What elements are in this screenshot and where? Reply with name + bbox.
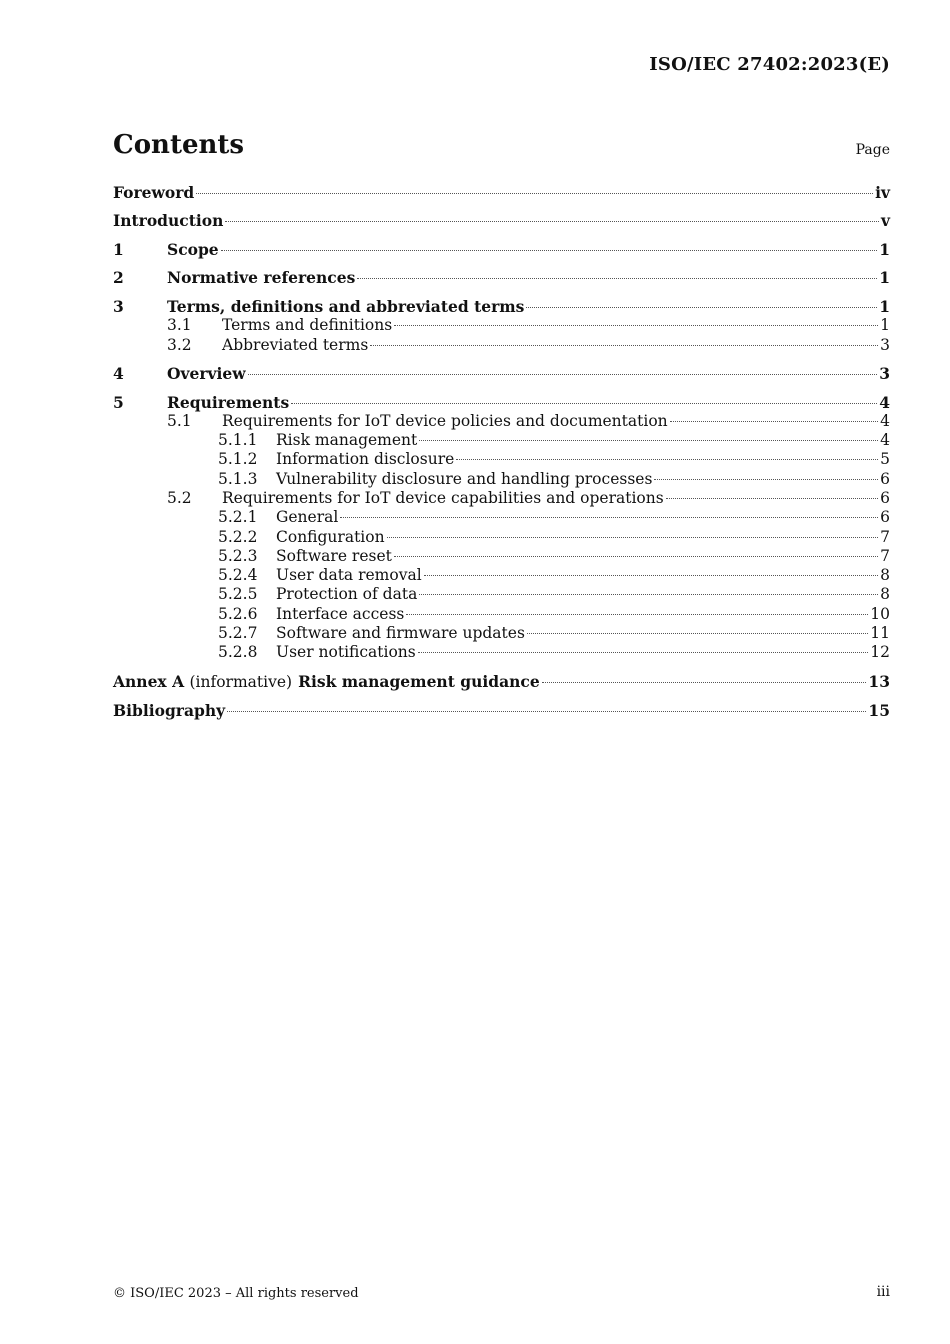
toc-entry-page: 7 xyxy=(880,527,890,546)
toc-entry-requirements[interactable] xyxy=(113,393,890,412)
dot-leader xyxy=(394,556,878,557)
toc-entry-overview[interactable] xyxy=(113,364,890,383)
toc-entry-page: 1 xyxy=(879,268,890,288)
toc-entry-foreword[interactable] xyxy=(113,183,890,202)
toc-entry-page: 8 xyxy=(880,566,890,585)
toc-entry-page: 5 xyxy=(880,450,890,469)
dot-leader xyxy=(666,498,878,499)
toc-entry-page: 6 xyxy=(880,469,890,488)
toc-entry-title: Configuration xyxy=(276,527,385,546)
toc-entry-scope[interactable] xyxy=(113,240,890,259)
toc-entry-title: Information disclosure xyxy=(276,450,455,469)
toc-entry-title: General xyxy=(276,508,339,527)
dot-leader xyxy=(526,307,877,308)
toc-entry-title: User notifications xyxy=(276,643,416,662)
dot-leader xyxy=(291,403,877,404)
toc-entry-title: Software and firmware updates xyxy=(276,624,525,643)
toc-entry-information-disclosure[interactable] xyxy=(113,450,890,469)
toc-entry-title: Introduction xyxy=(113,211,224,231)
toc-entry-number: 5 xyxy=(113,392,124,412)
toc-entry-number: 3.2 xyxy=(167,335,192,354)
dot-leader xyxy=(418,652,869,653)
toc-entry-page: 6 xyxy=(880,488,890,507)
toc-entry-number: 5.2.3 xyxy=(218,546,258,565)
toc-entry-title: Foreword xyxy=(113,183,195,202)
toc-entry-title: Overview xyxy=(167,364,246,384)
toc-entry-terms-and-definitions[interactable] xyxy=(113,316,890,335)
toc-entry-software-firmware-updates[interactable] xyxy=(113,624,890,643)
dot-leader xyxy=(357,278,877,279)
toc-entry-page: 4 xyxy=(879,392,890,412)
toc-entry-page: 7 xyxy=(880,546,890,565)
toc-entry-page: 6 xyxy=(880,508,890,527)
toc-entry-number: 5.2.5 xyxy=(218,585,258,604)
dot-leader xyxy=(227,711,866,712)
toc-entry-page: 8 xyxy=(880,585,890,604)
toc-entry-number: 4 xyxy=(113,364,124,384)
toc-entry-title: Abbreviated terms xyxy=(222,335,369,354)
toc-entry-title: Requirements for IoT device policies and documentation xyxy=(222,411,668,430)
contents-heading: Contents xyxy=(113,130,245,160)
toc-entry-number: 5.2 xyxy=(167,488,192,507)
dot-leader xyxy=(424,575,878,576)
toc-entry-software-reset[interactable] xyxy=(113,547,890,566)
toc-entry-policies-documentation[interactable] xyxy=(113,412,890,431)
toc-entry-title: User data removal xyxy=(276,566,422,585)
toc-entry-number: 3.1 xyxy=(167,316,192,335)
toc-entry-title: Requirements xyxy=(167,392,290,412)
dot-leader xyxy=(225,221,879,222)
toc-entry-normative-references[interactable] xyxy=(113,268,890,287)
dot-leader xyxy=(456,459,878,460)
toc-entry-user-data-removal[interactable] xyxy=(113,566,890,585)
annex-label: Annex A xyxy=(113,671,185,691)
toc-entry-number: 5.2.4 xyxy=(218,566,258,585)
dot-leader xyxy=(419,594,878,595)
document-identifier: ISO/IEC 27402:2023(E) xyxy=(649,54,890,75)
page-column-label: Page xyxy=(855,142,890,158)
dot-leader xyxy=(387,537,879,538)
toc-entry-number: 5.2.2 xyxy=(218,527,258,546)
toc-entry-page: 11 xyxy=(870,624,890,643)
toc-entry-annex-a[interactable] xyxy=(113,672,890,692)
toc-entry-page: v xyxy=(880,211,890,231)
dot-leader xyxy=(527,633,868,634)
toc-entry-title: Bibliography xyxy=(113,701,226,721)
toc-entry-terms-definitions[interactable] xyxy=(113,297,890,316)
dot-leader xyxy=(221,250,878,251)
dot-leader xyxy=(419,440,878,441)
toc-entry-introduction[interactable] xyxy=(113,211,890,230)
toc-entry-title: Normative references xyxy=(167,268,356,288)
toc-entry-number xyxy=(113,672,292,692)
toc-entry-page: 4 xyxy=(880,431,890,450)
toc-entry-title: Interface access xyxy=(276,604,405,623)
dot-leader xyxy=(406,614,868,615)
toc-entry-interface-access[interactable] xyxy=(113,605,890,624)
toc-entry-abbreviated-terms[interactable] xyxy=(113,336,890,355)
toc-entry-page: 3 xyxy=(880,335,890,354)
toc-entry-title: Risk management guidance xyxy=(298,671,540,691)
toc-entry-bibliography[interactable] xyxy=(113,701,890,720)
toc-entry-title: Risk management xyxy=(276,431,418,450)
toc-entry-vulnerability-disclosure[interactable] xyxy=(113,470,890,489)
toc-entry-page: 12 xyxy=(870,643,890,662)
toc-entry-title: Requirements for IoT device capabilities and operations xyxy=(222,488,664,507)
toc-entry-number: 5.2.7 xyxy=(218,624,258,643)
toc-entry-page: 15 xyxy=(868,701,890,721)
dot-leader xyxy=(670,421,878,422)
toc-entry-protection-of-data[interactable] xyxy=(113,585,890,604)
dot-leader xyxy=(248,374,878,375)
toc-entry-title: Protection of data xyxy=(276,585,418,604)
toc-entry-number: 3 xyxy=(113,296,124,316)
copyright-notice: © ISO/IEC 2023 – All rights reserved xyxy=(113,1286,359,1301)
table-of-contents xyxy=(113,183,890,721)
toc-entry-page: 4 xyxy=(880,411,890,430)
toc-entry-page: iv xyxy=(875,183,890,202)
toc-entry-user-notifications[interactable] xyxy=(113,643,890,662)
toc-entry-configuration[interactable] xyxy=(113,528,890,547)
dot-leader xyxy=(394,325,878,326)
toc-entry-number: 5.2.6 xyxy=(218,604,258,623)
toc-entry-number: 2 xyxy=(113,268,124,288)
toc-entry-page: 1 xyxy=(879,296,890,316)
page-number: iii xyxy=(876,1284,890,1300)
toc-entry-page: 13 xyxy=(868,671,890,691)
toc-entry-page: 1 xyxy=(879,239,890,259)
toc-entry-page: 1 xyxy=(880,316,890,335)
dot-leader xyxy=(196,193,873,194)
toc-entry-title: Vulnerability disclosure and handling processes xyxy=(276,469,653,488)
dot-leader xyxy=(654,479,878,480)
annex-type-note: (informative) xyxy=(189,672,293,691)
dot-leader xyxy=(340,517,878,518)
toc-entry-title: Terms and definitions xyxy=(222,316,393,335)
toc-entry-page: 10 xyxy=(870,604,890,623)
toc-entry-title: Terms, definitions and abbreviated terms xyxy=(167,296,525,316)
toc-entry-number: 5.2.8 xyxy=(218,643,258,662)
toc-entry-number: 5.1 xyxy=(167,411,192,430)
toc-entry-title: Software reset xyxy=(276,546,392,565)
toc-entry-title: Scope xyxy=(167,239,219,259)
toc-entry-number: 5.1.1 xyxy=(218,431,258,450)
toc-entry-number: 5.1.3 xyxy=(218,469,258,488)
toc-entry-general[interactable] xyxy=(113,508,890,527)
toc-entry-page: 3 xyxy=(879,364,890,384)
toc-entry-number: 5.2.1 xyxy=(218,508,258,527)
dot-leader xyxy=(542,682,867,683)
toc-entry-risk-management[interactable] xyxy=(113,431,890,450)
dot-leader xyxy=(370,345,878,346)
toc-entry-number: 1 xyxy=(113,239,124,259)
toc-entry-number: 5.1.2 xyxy=(218,450,258,469)
toc-entry-capabilities-operations[interactable] xyxy=(113,489,890,508)
